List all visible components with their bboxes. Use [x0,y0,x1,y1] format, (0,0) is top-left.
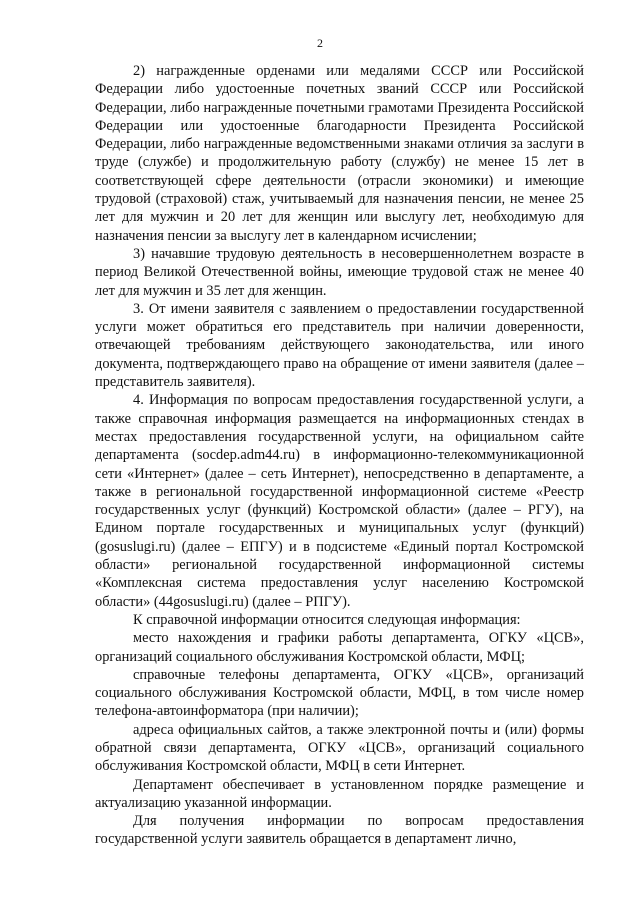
paragraph-section-3-representative: 3. От имени заявителя с заявлением о предоставлении государственной услуги может обратиться его представитель при наличии доверенности, отвечающей требованиям действующего законодательства, или иного документа, подтверждающего право на обращение от имени заявителя (далее – представитель заявителя). [95,300,584,391]
paragraph-obtaining-info: Для получения информации по вопросам предоставления государственной услуги заявитель обращается в департамент лично, [95,813,584,848]
paragraph-department-duty: Департамент обеспечивает в установленном порядке размещение и актуализацию указанной информации. [95,776,584,811]
paragraph-reference-info-intro: К справочной информации относится следующая информация: [133,611,521,628]
paragraph-section-4-information: 4. Информация по вопросам предоставления государственной услуги, а также справочная информация размещается на информационных стендах в местах предоставления государственной услуги, на официальном сайте департамента (socdep.adm44.ru) в информационно-телекоммуникационной сети «Интернет» (далее – сеть Интернет), непосредственно в департаменте, а также в региональной государственной информационной системе «Реестр государственных услуг (функций) Костромской области» (далее – РГУ), на Едином портале государственных и муниципальных услуг (функций) (gosuslugi.ru) (далее – ЕПГУ) и в подсистеме «Единый портал Костромской области» региональной государственной информационной системы «Комплексная система предоставления услуг населению Костромской области» (44gosuslugi.ru) (далее – РПГУ). [95,392,584,610]
paragraph-reference-location: место нахождения и графики работы департамента, ОГКУ «ЦСВ», организаций социального обслуживания Костромской области, МФЦ; [95,630,584,665]
document-body [95,62,584,849]
paragraph-reference-addresses: адреса официальных сайтов, а также электронной почты и (или) формы обратной связи департамента, ОГКУ «ЦСВ», организаций социального обслуживания Костромской области, МФЦ в сети Интернет. [95,721,584,775]
paragraph-reference-phones: справочные телефоны департамента, ОГКУ «ЦСВ», организаций социального обслуживания Костромской области, МФЦ, в том числе номер телефона-автоинформатора (при наличии); [95,666,584,720]
paragraph-item-2-awarded: 2) награжденные орденами или медалями СССР или Российской Федерации либо удостоенные почетных званий СССР или Российской Федерации, либо награжденные почетными грамотами Президента Российской Федерации или удостоенные благодарности Президента Российской Федерации, либо награжденные ведомственными знаками отличия за заслуги в труде (службе) и продолжительную работу (службу) не менее 15 лет в соответствующей сфере деятельности (отрасли экономики) и имеющие трудовой (страховой) стаж, учитываемый для назначения пенсии, не менее 25 лет для мужчин и 20 лет для женщин или выслугу лет, необходимую для назначения пенсии за выслугу лет в календарном исчислении; [95,63,584,244]
page-number: 2 [317,36,323,50]
paragraph-item-3-wartime-work: 3) начавшие трудовую деятельность в несовершеннолетнем возрасте в период Великой Отечественной войны, имеющие трудовой стаж не менее 40 лет для мужчин и 35 лет для женщин. [95,245,584,299]
